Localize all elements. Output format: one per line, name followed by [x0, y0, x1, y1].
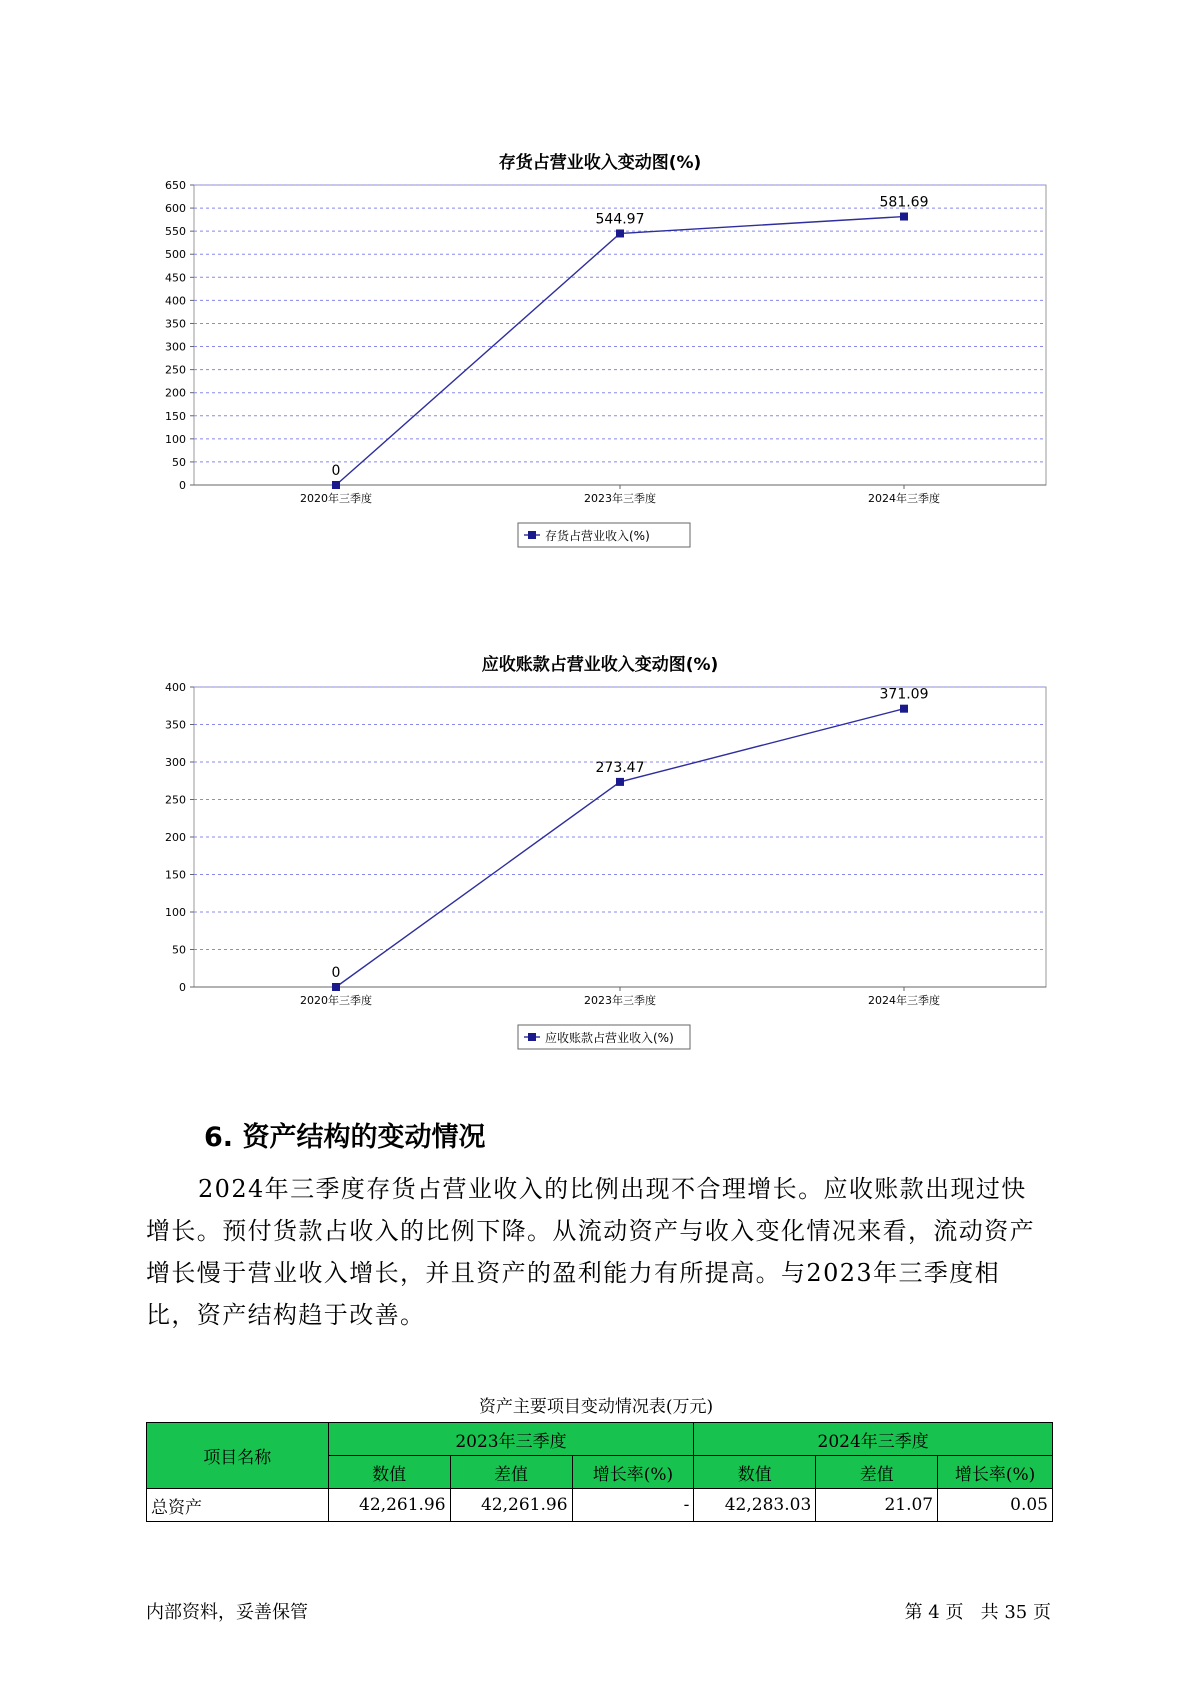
- y-tick-label: 250: [165, 363, 186, 377]
- data-label: 544.97: [595, 211, 645, 228]
- y-tick-label: 250: [165, 793, 186, 807]
- footer-confidential: 内部资料，妥善保管: [146, 1602, 308, 1623]
- legend-label: 应收账款占营业收入(%): [545, 1031, 674, 1045]
- data-label: 581.69: [879, 194, 929, 211]
- y-tick-label: 350: [165, 718, 186, 732]
- data-point: [332, 481, 340, 489]
- y-tick-label: 550: [165, 225, 186, 239]
- y-tick-label: 300: [165, 756, 186, 769]
- data-point: [616, 778, 624, 786]
- x-tick-label: 2020年三季度: [300, 492, 372, 505]
- y-tick-label: 400: [165, 294, 186, 308]
- data-point: [900, 705, 908, 713]
- legend-marker: [528, 1033, 536, 1041]
- data-point: [900, 213, 908, 221]
- header-period-1: 2023年三季度: [328, 1423, 694, 1456]
- diff-2023: 42,261.96: [450, 1489, 572, 1522]
- x-tick-label: 2024年三季度: [868, 492, 940, 505]
- header-rate: 增长率(%): [938, 1456, 1053, 1489]
- y-tick-label: 350: [165, 317, 186, 331]
- y-tick-label: 300: [165, 340, 186, 354]
- rate-2024: 0.05: [938, 1489, 1053, 1522]
- y-tick-label: 0: [179, 981, 186, 994]
- footer-page-number: 第 4 页 共 35 页: [904, 1602, 1051, 1623]
- section-heading: 6. 资产结构的变动情况: [204, 1122, 486, 1153]
- header-diff: 差值: [816, 1456, 938, 1489]
- data-label: 0: [331, 965, 341, 981]
- data-point: [616, 229, 624, 237]
- data-label: 273.47: [595, 759, 645, 776]
- y-tick-label: 500: [165, 248, 186, 262]
- y-tick-label: 600: [165, 202, 186, 216]
- y-tick-label: 150: [165, 868, 186, 882]
- x-tick-label: 2023年三季度: [584, 994, 656, 1007]
- data-label: 371.09: [879, 686, 929, 703]
- header-item-name: 项目名称: [147, 1423, 329, 1489]
- y-tick-label: 650: [165, 179, 186, 192]
- y-tick-label: 0: [179, 479, 186, 492]
- x-tick-label: 2024年三季度: [868, 994, 940, 1007]
- y-tick-label: 450: [165, 271, 186, 285]
- y-tick-label: 150: [165, 409, 186, 423]
- table-caption: 资产主要项目变动情况表(万元): [478, 1397, 714, 1417]
- y-tick-label: 400: [165, 681, 186, 694]
- series-line: [336, 217, 904, 485]
- series-line: [336, 709, 904, 987]
- y-tick-label: 200: [165, 831, 186, 844]
- rate-2023: -: [572, 1489, 694, 1522]
- data-point: [332, 983, 340, 991]
- header-value: 数值: [694, 1456, 816, 1489]
- row-name: 总资产: [147, 1489, 329, 1522]
- x-tick-label: 2023年三季度: [584, 492, 656, 505]
- y-tick-label: 50: [172, 943, 186, 957]
- x-tick-label: 2020年三季度: [300, 994, 372, 1007]
- header-period-2: 2024年三季度: [694, 1423, 1053, 1456]
- chart-title: 存货占营业收入变动图(%): [498, 153, 702, 173]
- diff-2024: 21.07: [816, 1489, 938, 1522]
- value-2023: 42,261.96: [328, 1489, 450, 1522]
- value-2024: 42,283.03: [694, 1489, 816, 1522]
- data-label: 0: [331, 463, 341, 479]
- y-tick-label: 200: [165, 386, 186, 400]
- header-rate: 增长率(%): [572, 1456, 694, 1489]
- header-value: 数值: [328, 1456, 450, 1489]
- y-tick-label: 100: [165, 906, 186, 919]
- receivables-chart-svg: [150, 675, 1050, 1115]
- header-diff: 差值: [450, 1456, 572, 1489]
- y-tick-label: 100: [165, 432, 186, 446]
- assets-table: [146, 1422, 1053, 1522]
- legend-marker: [528, 531, 536, 539]
- section-paragraph: 2024年三季度存货占营业收入的比例出现不合理增长。应收账款出现过快增长。预付货款占收入的比例下降。从流动资产与收入变化情况来看，流动资产增长慢于营业收入增长，并且资产的盈利能力有所提高。与2023年三季度相比，资产结构趋于改善。: [146, 1175, 1035, 1329]
- table-row: [147, 1489, 1053, 1522]
- y-tick-label: 50: [172, 455, 186, 469]
- chart-title: 应收账款占营业收入变动图(%): [481, 655, 719, 675]
- legend-label: 存货占营业收入(%): [545, 529, 650, 543]
- inventory-chart-svg: [150, 173, 1050, 613]
